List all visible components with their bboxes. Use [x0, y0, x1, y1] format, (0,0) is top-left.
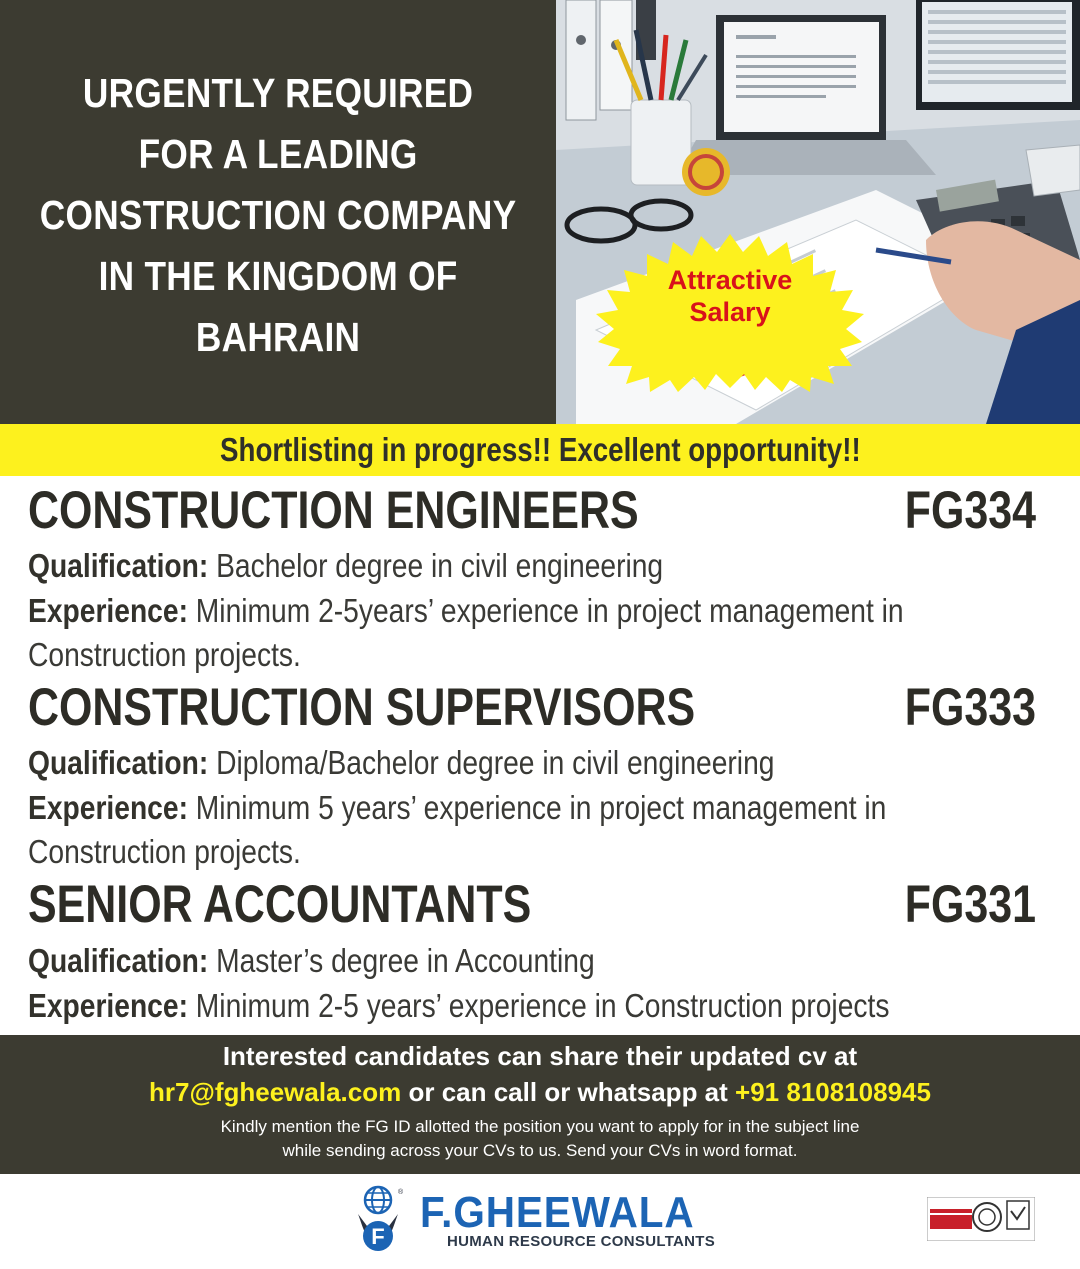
job-qualification — [28, 939, 1054, 983]
contact-intro: Interested candidates can share their updated cv at — [222, 1041, 858, 1071]
headline-line: IN THE KINGDOM OF — [98, 252, 458, 299]
footer — [0, 1174, 1080, 1269]
shortlist-banner — [0, 424, 1080, 476]
headline — [40, 63, 517, 368]
experience-label: Experience: — [28, 987, 188, 1024]
job-experience — [28, 589, 1054, 633]
salary-badge-line: Attractive — [667, 265, 793, 295]
contact-middle-text: or can call or whatsapp at — [401, 1077, 736, 1107]
job-qualification — [28, 741, 1054, 785]
headline-line: CONSTRUCTION COMPANY — [39, 191, 517, 238]
experience-label: Experience: — [28, 592, 188, 629]
shortlist-text: Shortlisting in progress!! Excellent opportunity!! — [219, 431, 861, 468]
qualification-value: Master’s degree in Accounting — [208, 942, 595, 979]
headline-panel — [0, 0, 556, 424]
qualification-label: Qualification: — [28, 942, 209, 979]
qualification-value: Diploma/Bachelor degree in civil engineering — [208, 744, 775, 781]
experience-value: Minimum 2-5 years’ experience in Construction projects — [187, 987, 890, 1024]
phone-link[interactable]: +91 8108108945 — [735, 1077, 931, 1107]
contact-panel — [0, 1035, 1080, 1174]
job-title: SENIOR ACCOUNTANTS — [28, 875, 532, 934]
salary-badge-line: Salary — [689, 297, 771, 327]
contact-note: Kindly mention the FG ID allotted the position you want to apply for in the subject line — [220, 1117, 860, 1136]
email-link[interactable]: hr7@fgheewala.com — [149, 1077, 402, 1107]
contact-note: while sending across your CVs to us. Send your CVs in word format. — [282, 1141, 798, 1160]
job-qualification — [28, 544, 1054, 588]
salary-badge — [594, 264, 866, 328]
brand-tagline: HUMAN RESOURCE CONSULTANTS — [447, 1233, 716, 1250]
svg-text:F: F — [371, 1224, 385, 1249]
brand-name: F.GHEEWALA — [420, 1188, 695, 1237]
job-code: FG331 — [904, 875, 1036, 934]
bureau-veritas-certification-icon — [927, 1197, 1035, 1241]
job-code: FG334 — [904, 481, 1036, 540]
qualification-label: Qualification: — [28, 547, 209, 584]
experience-value: Minimum 5 years’ experience in project management in — [187, 789, 887, 826]
job-experience-continued: Construction projects. — [28, 636, 301, 673]
headline-line: BAHRAIN — [195, 313, 361, 360]
headline-line: FOR A LEADING — [138, 130, 418, 177]
job-title: CONSTRUCTION SUPERVISORS — [28, 678, 696, 737]
job-title: CONSTRUCTION ENGINEERS — [28, 481, 639, 540]
job-experience — [28, 786, 1054, 830]
experience-label: Experience: — [28, 789, 188, 826]
contact-details — [0, 1077, 1080, 1108]
job-experience — [28, 984, 1054, 1028]
experience-value: Minimum 2-5years’ experience in project management in — [187, 592, 904, 629]
svg-text:®: ® — [398, 1189, 404, 1196]
qualification-label: Qualification: — [28, 744, 209, 781]
job-code: FG333 — [904, 678, 1036, 737]
job-experience-continued: Construction projects. — [28, 833, 301, 870]
qualification-value: Bachelor degree in civil engineering — [208, 547, 664, 584]
headline-line: URGENTLY REQUIRED — [82, 69, 474, 116]
globe-f-logo-icon — [354, 1184, 410, 1256]
